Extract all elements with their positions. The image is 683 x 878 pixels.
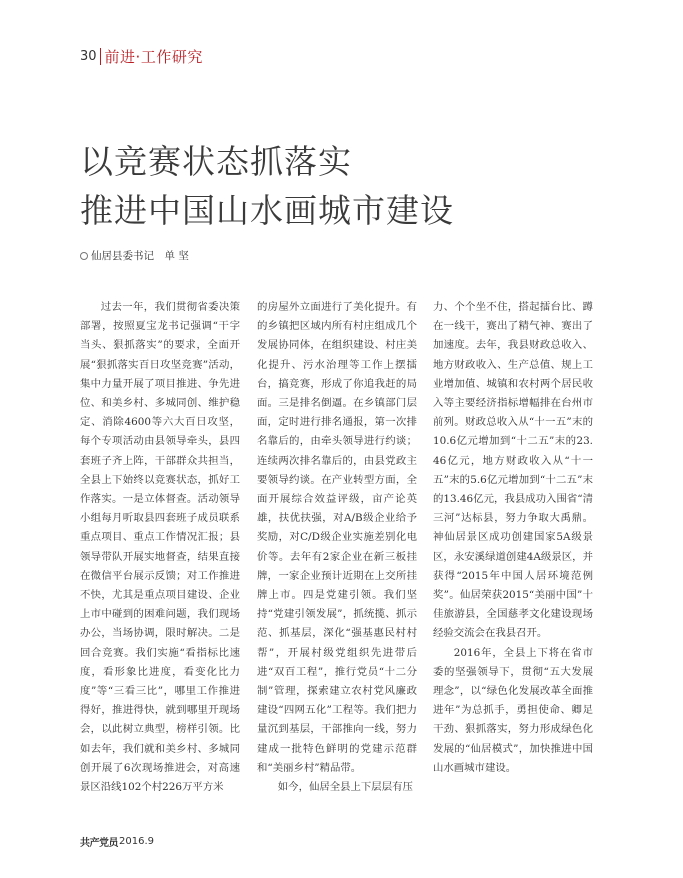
page-footer — [80, 834, 154, 849]
author-name: 仙居县委书记 单 坚 — [91, 250, 189, 262]
page-number: 30 — [80, 49, 97, 64]
text-column-2 — [257, 298, 417, 797]
author-line — [80, 248, 189, 263]
title-line-1: 以竞赛状态抓落实 — [80, 142, 352, 181]
title-line-2: 推进中国山水画城市建设 — [80, 191, 454, 230]
paragraph: 力、个个坐不住，搭起擂台比、蹲在一线干，赛出了精气神、赛出了加速度。去年，我县财政总收入、地方财政收入、生产总值、规上工业增加值、城镇和农村两个居民收入等主要经济指标增幅排在台州市前列。财政总收入从“十一五”末的10.6亿元增加到“十二五”末的23.46亿元，地方财政收入从“十一五”末的5.6亿元增加到“十二五”末的13.46亿元，我县成功入围省“清三河”达标县，努力争取大禹鼎。神仙居景区成功创建国家5A级景区，永安溪绿道创建4A级景区，并获得“2015年中国人居环境范例奖”。仙居荣获2015“美丽中国”十佳旅游县，全国慈孝文化建设现场经验交流会在我县召开。 — [433, 301, 593, 640]
paragraph: 如今，仙居全县上下层层有压 — [277, 781, 413, 794]
page-header — [80, 46, 203, 67]
header-divider — [100, 48, 101, 65]
issue-date: 2016.9 — [119, 836, 154, 847]
bullet-circle-icon — [80, 252, 88, 260]
paragraph: 2016年，全县上下将在省市委的坚强领导下，贯彻“五大发展理念”，以“绿色化发展改革全面推进年”为总抓手，勇担使命、卿足干劲、狠抓落实，努力形成绿色化发展的“仙居模式”，加快推进中国山水画城市建设。 — [433, 646, 593, 774]
paragraph: 过去一年，我们贯彻省委决策部署，按照夏宝龙书记强调“干字当头、狠抓落实”的要求，全面开展“狠抓落实百日攻坚竞赛”活动，集中力量开展了项目推进、争先进位、和美乡村、多城同创、维护稳定、消除4600等六大百日攻坚，每个专项活动由县领导牵头，县四套班子齐上阵，干部群众共担当，全县上下始终以竞赛状态，抓好工作落实。一是立体督查。活动领导小组每月听取县四套班子成员联系重点项目、重点工作情况汇报；县领导带队开展实地督查，结果直接在微信平台展示反馈；对工作推进不快，尤其是重点项目建设、企业上市中碰到的困难问题，我们现场办公，当场协调，限时解决。二是回合竞赛。我们实施“看指标比速度，看形象比进度，看变化比力度”等“三看三比”，哪里工作推进得好，推进得快，就到哪里开现场会，以此树立典型，榜样引领。比如去年，我们就和美乡村、多城同创开展了6次现场推进会，对高速景区沿线102个村226万平方米 — [80, 301, 240, 794]
paragraph: 的房屋外立面进行了美化提升。有的乡镇把区域内所有村庄组成几个发展协同体，在组织建设、村庄美化提升、污水治理等工作上摆擂台，搞竞赛，形成了你追我赶的局面。三是排名倒逼。在乡镇部门层面，定时进行排名通报，第一次排名靠后的，由牵头领导进行约谈；连续两次排名靠后的，由县党政主要领导约谈。在产业转型方面，全面开展综合效益评级，亩产论英雄，扶优扶强，对A/B级企业给予奖励，对C/D级企业实施差别化电价等。去年有2家企业在新三板挂牌，一家企业预计近期在上交所挂牌上市。四是党建引领。我们坚持“党建引领发展”，抓统揽、抓示范、抓基层，深化“强基惠民村村帮”，开展村级党组织先进带后进“双百工程”，推行党员“十二分制”管理，探索建立农村党风廉政建设“四网五化”工程等。我们把力量沉到基层，干部推向一线，努力建成一批特色鲜明的党建示范群和“美丽乡村”精品带。 — [257, 301, 417, 774]
text-column-3 — [433, 298, 593, 778]
article-title — [80, 137, 454, 235]
magazine-logo: 共产党员 — [80, 838, 118, 849]
section-title: 前进·工作研究 — [104, 48, 203, 66]
text-column-1 — [80, 298, 240, 797]
